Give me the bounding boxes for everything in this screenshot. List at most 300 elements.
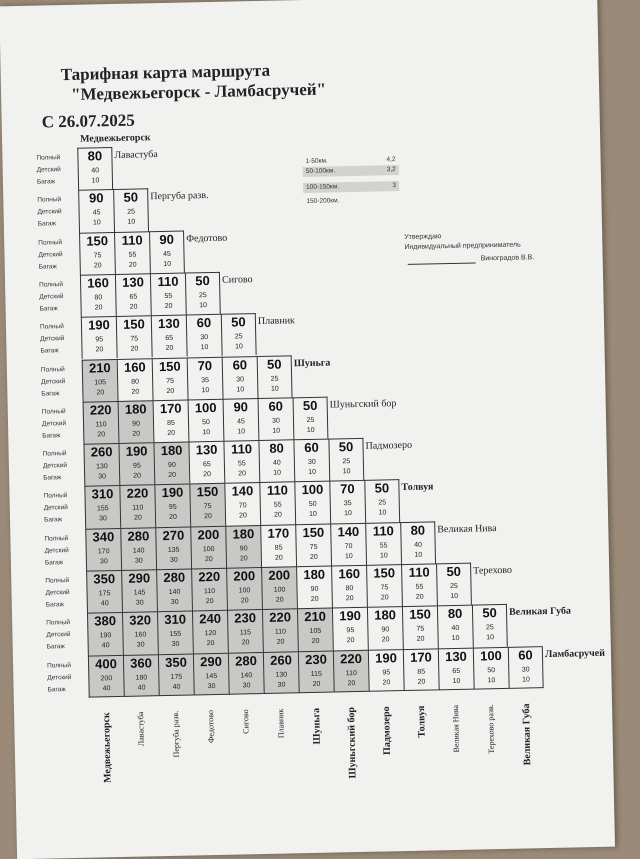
stop-header-label: Сигово [221, 274, 253, 286]
row-label: Багаж [40, 347, 59, 355]
row-label: Детский [43, 504, 68, 512]
child-fare: 25 [342, 458, 351, 466]
baggage-fare: 20 [164, 302, 173, 310]
fare-cell [78, 189, 114, 232]
baggage-fare: 20 [168, 471, 177, 480]
baggage-fare: 20 [129, 303, 138, 311]
baggage-fare: 20 [94, 304, 103, 312]
fare-cell [508, 646, 544, 689]
baggage-fare: 30 [98, 473, 107, 481]
fare-cell [77, 147, 113, 190]
fare-cell [118, 442, 154, 485]
baggage-fare: 20 [274, 554, 283, 562]
full-fare: 80 [87, 148, 103, 164]
full-fare: 200 [197, 526, 220, 543]
child-fare: 55 [164, 292, 173, 300]
full-fare: 190 [374, 649, 397, 666]
full-fare: 60 [268, 398, 284, 414]
baggage-fare: 10 [234, 343, 243, 351]
full-fare: 310 [91, 486, 114, 502]
child-fare: 115 [310, 670, 322, 678]
child-fare: 65 [165, 334, 174, 343]
child-fare: 145 [205, 672, 218, 680]
baggage-fare: 10 [414, 551, 423, 559]
fare-cell [228, 652, 264, 695]
full-fare: 240 [199, 611, 222, 627]
baggage-fare: 20 [312, 680, 321, 688]
full-fare: 180 [124, 401, 147, 417]
rate-row: 1-50км. 4,2 [305, 156, 396, 165]
fare-cell [402, 606, 438, 649]
full-fare: 230 [234, 610, 257, 626]
fare-cell [84, 485, 120, 528]
fare-cell [119, 485, 155, 528]
fare-cell [223, 398, 259, 441]
child-fare: 40 [414, 541, 423, 549]
fare-cell [365, 522, 401, 565]
baggage-fare: 20 [166, 387, 175, 395]
rate-row: 50-100км. 3,2 [303, 165, 399, 177]
baggage-fare: 20 [311, 638, 320, 646]
child-fare: 30 [236, 375, 245, 383]
full-fare: 230 [304, 651, 328, 667]
full-fare: 170 [409, 649, 432, 665]
baggage-fare: 10 [306, 426, 315, 434]
baggage-fare: 10 [452, 677, 461, 685]
fare-cell [118, 400, 154, 443]
full-fare: 220 [126, 485, 149, 502]
origin-stop: Медвежьегорск [79, 132, 151, 145]
row-label: Багаж [43, 474, 62, 482]
baggage-fare: 20 [345, 595, 354, 603]
full-fare: 340 [92, 528, 115, 545]
row-label: Багаж [39, 305, 58, 313]
child-fare: 55 [379, 542, 388, 550]
full-fare: 90 [233, 399, 249, 415]
child-fare: 105 [309, 628, 322, 636]
full-fare: 180 [160, 442, 183, 459]
baggage-fare: 20 [169, 514, 177, 522]
child-fare: 110 [203, 587, 216, 596]
fare-cell [79, 232, 115, 275]
child-fare: 110 [345, 669, 357, 677]
full-fare: 280 [127, 528, 150, 544]
child-fare: 95 [382, 668, 391, 677]
fare-cell [400, 521, 436, 564]
fare-cell [157, 611, 193, 654]
row-label: Детский [40, 335, 65, 343]
fare-cell [401, 563, 437, 606]
baggage-fare: 20 [381, 636, 390, 644]
fare-cell [295, 523, 331, 566]
child-fare: 30 [307, 458, 316, 467]
row-label: Багаж [45, 601, 64, 609]
baggage-fare: 20 [133, 472, 142, 480]
full-fare: 150 [196, 484, 219, 500]
fare-cell [437, 605, 473, 648]
approval-title: Утверждаю [404, 233, 442, 241]
full-fare: 210 [88, 359, 111, 376]
full-fare: 210 [304, 608, 327, 625]
child-fare: 90 [310, 585, 319, 593]
child-fare: 95 [346, 627, 355, 635]
baggage-fare: 20 [240, 597, 249, 605]
row-label: Полный [36, 154, 61, 162]
stop-header-label: Великая Губа [508, 605, 572, 619]
bottom-stop-label: Шуньгский бор [345, 707, 359, 779]
baggage-fare: 20 [380, 594, 389, 602]
bottom-stop-label: Федотово [205, 710, 216, 744]
full-fare: 190 [161, 485, 184, 501]
rate-row: 150-200км. [306, 197, 340, 205]
baggage-fare: 20 [416, 635, 425, 644]
fare-cell [263, 651, 299, 694]
child-fare: 95 [95, 336, 104, 344]
baggage-fare: 10 [236, 385, 245, 393]
row-label: Детский [45, 589, 70, 597]
row-label: Детский [41, 419, 67, 428]
full-fare: 90 [88, 190, 104, 206]
fare-cell [149, 230, 185, 273]
fare-cell [224, 482, 260, 525]
bottom-stop-label: Пергуба разв. [170, 710, 181, 758]
baggage-fare: 40 [101, 642, 110, 650]
baggage-fare: 20 [276, 638, 285, 646]
fare-cell [185, 272, 221, 315]
fare-cell [222, 356, 258, 399]
baggage-fare: 10 [486, 634, 495, 642]
child-fare: 55 [415, 583, 424, 591]
child-fare: 55 [237, 460, 246, 468]
child-fare: 145 [133, 589, 146, 597]
baggage-fare: 20 [93, 261, 102, 270]
stop-header-label: Лавастуба [114, 149, 158, 161]
child-fare: 55 [273, 501, 282, 510]
child-fare: 70 [238, 502, 247, 510]
child-fare: 35 [343, 500, 352, 508]
child-fare: 135 [167, 546, 180, 554]
stop-header-label: Терехово [473, 564, 513, 577]
fare-cell [367, 606, 403, 649]
fare-cell [114, 231, 150, 274]
child-fare: 175 [170, 673, 183, 681]
full-fare: 110 [408, 564, 430, 580]
child-fare: 130 [96, 463, 108, 471]
fare-cell [364, 479, 400, 522]
baggage-fare: 30 [134, 557, 143, 565]
baggage-fare: 10 [200, 344, 209, 352]
child-fare: 80 [131, 378, 140, 386]
full-fare: 220 [198, 568, 221, 585]
child-fare: 50 [202, 418, 210, 427]
stop-header-label: Толвуя [401, 481, 434, 494]
full-fare: 150 [302, 524, 325, 540]
full-fare: 310 [164, 611, 187, 628]
fare-cell [192, 610, 228, 653]
full-fare: 180 [232, 525, 255, 542]
baggage-fare: 20 [204, 513, 212, 521]
baggage-fare: 40 [137, 684, 146, 692]
full-fare: 110 [157, 273, 179, 290]
full-fare: 180 [303, 566, 326, 583]
bottom-stop-label: Падмозеро [380, 706, 393, 756]
row-label: Полный [44, 534, 69, 543]
child-fare: 25 [198, 291, 207, 300]
full-fare: 90 [159, 231, 175, 247]
full-fare: 160 [123, 358, 146, 375]
baggage-fare: 10 [92, 219, 101, 227]
baggage-fare: 10 [344, 510, 352, 518]
fare-cell [330, 523, 366, 566]
baggage-fare: 20 [309, 553, 318, 561]
child-fare: 100 [273, 586, 286, 594]
child-fare: 40 [272, 459, 281, 467]
baggage-fare: 20 [239, 554, 248, 563]
full-fare: 160 [87, 275, 110, 291]
child-fare: 155 [169, 630, 182, 639]
row-label: Полный [47, 661, 71, 670]
baggage-fare: 30 [99, 557, 108, 566]
child-fare: 25 [127, 208, 136, 217]
full-fare: 170 [267, 525, 290, 541]
title: Тарифная карта маршрута [60, 60, 271, 85]
row-label: Багаж [42, 431, 61, 440]
baggage-fare: 10 [273, 469, 282, 477]
full-fare: 80 [269, 440, 284, 456]
full-fare: 320 [129, 612, 152, 629]
bottom-stop-label: Терехово разв. [485, 704, 496, 754]
row-label: Полный [45, 577, 70, 585]
baggage-fare: 30 [99, 515, 107, 523]
fare-cell [227, 609, 263, 652]
baggage-fare: 30 [136, 641, 145, 649]
full-fare: 150 [373, 565, 396, 581]
row-label: Детский [39, 292, 64, 301]
stop-header-label: Шуньга [293, 357, 331, 369]
baggage-fare: 40 [100, 600, 109, 608]
fare-cell [188, 399, 224, 442]
fare-cell [152, 357, 188, 400]
full-fare: 160 [338, 565, 361, 582]
bottom-stop-label: Великая Губа [520, 703, 533, 766]
full-fare: 110 [230, 441, 253, 457]
child-fare: 50 [487, 666, 496, 674]
baggage-fare: 20 [204, 555, 213, 563]
route-name: "Медвежьегорск - Ламбасручей" [70, 79, 327, 104]
full-fare: 150 [409, 606, 432, 623]
child-fare: 25 [378, 499, 387, 507]
baggage-fare: 20 [238, 470, 247, 478]
stop-header-label: Плавник [257, 315, 295, 328]
row-label: Полный [46, 619, 71, 627]
baggage-fare: 20 [203, 471, 212, 479]
stop-header-label: Ламбасручей [544, 647, 606, 660]
stop-header-label: Шуньгский бор [329, 397, 397, 411]
fare-cell [331, 565, 367, 608]
fare-cell [85, 528, 121, 571]
fare-cell [332, 607, 368, 650]
baggage-fare: 10 [202, 428, 211, 437]
bottom-stop-label: Шуньга [310, 707, 323, 745]
full-fare: 130 [195, 441, 218, 458]
full-fare: 130 [122, 274, 145, 290]
baggage-fare: 20 [346, 637, 355, 645]
fare-cell [221, 313, 257, 356]
full-fare: 80 [410, 522, 426, 538]
full-fare: 280 [235, 652, 258, 669]
full-fare: 50 [231, 314, 246, 330]
full-fare: 60 [518, 646, 533, 663]
row-label: Багаж [36, 178, 56, 186]
fare-cell [473, 646, 509, 689]
full-fare: 50 [374, 480, 390, 497]
child-fare: 105 [94, 378, 107, 386]
child-fare: 75 [93, 251, 102, 260]
fare-cell [151, 315, 187, 358]
child-fare: 110 [95, 421, 107, 429]
child-fare: 100 [202, 545, 215, 553]
bottom-stop-label: Лавастуба [135, 711, 146, 747]
child-fare: 65 [202, 461, 211, 469]
child-fare: 110 [132, 504, 144, 513]
bottom-stop-label: Толвуя [415, 705, 428, 738]
full-fare: 280 [163, 569, 186, 586]
child-fare: 160 [134, 631, 147, 639]
fare-cell [81, 316, 117, 359]
row-label: Детский [47, 673, 72, 682]
baggage-fare: 30 [207, 682, 216, 690]
baggage-fare: 10 [344, 552, 353, 560]
full-fare: 170 [159, 400, 182, 416]
fare-cell [368, 649, 404, 692]
fare-cell [403, 648, 439, 691]
fare-cell [153, 399, 189, 442]
baggage-fare: 20 [382, 678, 391, 687]
baggage-fare: 20 [239, 512, 247, 520]
fare-cell [226, 567, 262, 610]
fare-cell [158, 653, 194, 696]
baggage-fare: 20 [97, 431, 106, 439]
child-fare: 110 [274, 628, 287, 637]
child-fare: 25 [485, 624, 494, 632]
child-fare: 35 [201, 376, 210, 384]
row-label: Полный [38, 238, 63, 247]
approval-name: Виноградов В.В. [480, 254, 535, 263]
full-fare: 50 [338, 439, 354, 455]
child-fare: 80 [345, 585, 354, 593]
fare-cell [82, 358, 118, 401]
baggage-fare: 40 [172, 683, 181, 691]
fare-cell [366, 564, 402, 607]
child-fare: 75 [416, 625, 425, 634]
fare-cell [294, 481, 330, 524]
full-fare: 70 [340, 481, 355, 497]
baggage-fare: 20 [132, 430, 141, 438]
row-label: Полный [41, 407, 66, 416]
fare-cell [83, 401, 119, 444]
row-label: Багаж [38, 262, 57, 271]
effective-date: С 26.07.2025 [41, 110, 135, 132]
fare-cell [293, 396, 329, 439]
baggage-fare: 20 [165, 344, 174, 353]
full-fare: 100 [194, 399, 217, 416]
full-fare: 260 [270, 651, 293, 668]
fare-cell [436, 563, 472, 606]
child-fare: 45 [237, 418, 245, 426]
fare-cell [122, 612, 158, 655]
baggage-fare: 10 [308, 468, 317, 477]
baggage-fare: 20 [417, 678, 426, 686]
child-fare: 170 [97, 547, 110, 556]
child-fare: 45 [92, 209, 101, 217]
fare-cell [225, 525, 261, 568]
full-fare: 110 [121, 232, 143, 248]
row-label: Полный [40, 365, 65, 374]
approval-role: Индивидуальный предприниматель [404, 241, 521, 251]
child-fare: 75 [203, 503, 212, 511]
full-fare: 50 [195, 272, 210, 289]
fare-cell [121, 569, 157, 612]
full-fare: 50 [482, 605, 497, 621]
fare-cell [297, 608, 333, 651]
fare-cell [191, 568, 227, 611]
baggage-fare: 20 [134, 514, 142, 523]
fare-cell [155, 526, 191, 569]
full-fare: 130 [157, 315, 180, 332]
row-label: Детский [36, 166, 61, 174]
child-fare: 140 [168, 588, 181, 596]
full-fare: 190 [125, 443, 148, 459]
baggage-fare: 10 [201, 386, 210, 394]
child-fare: 90 [381, 626, 390, 634]
full-fare: 270 [162, 527, 185, 543]
baggage-fare: 30 [169, 556, 178, 564]
full-fare: 150 [86, 232, 109, 249]
fare-cell [293, 439, 329, 482]
baggage-fare: 30 [242, 681, 251, 690]
fare-cell [86, 570, 122, 613]
baggage-fare: 20 [274, 511, 282, 520]
row-label: Детский [37, 208, 62, 216]
full-fare: 190 [339, 608, 362, 624]
child-fare: 130 [275, 671, 288, 679]
child-fare: 70 [344, 542, 353, 550]
full-fare: 110 [372, 522, 394, 539]
fare-cell [328, 438, 364, 481]
child-fare: 175 [98, 590, 111, 598]
baggage-fare: 30 [277, 681, 286, 689]
fare-cell [87, 612, 123, 655]
full-fare: 100 [479, 647, 502, 664]
full-fare: 100 [301, 482, 324, 498]
full-fare: 50 [266, 356, 282, 372]
fare-cell [80, 274, 116, 317]
row-label: Багаж [43, 516, 63, 524]
row-label: Багаж [46, 643, 65, 651]
full-fare: 350 [93, 571, 116, 587]
row-label: Полный [37, 196, 62, 204]
child-fare: 50 [308, 501, 317, 509]
row-label: Полный [39, 323, 64, 331]
full-fare: 400 [95, 655, 118, 672]
child-fare: 90 [167, 461, 176, 470]
baggage-fare: 20 [128, 261, 137, 269]
baggage-fare: 20 [95, 346, 104, 354]
child-fare: 155 [96, 505, 109, 513]
fare-cell [156, 568, 192, 611]
full-fare: 130 [444, 648, 467, 664]
row-label: Полный [43, 492, 68, 500]
